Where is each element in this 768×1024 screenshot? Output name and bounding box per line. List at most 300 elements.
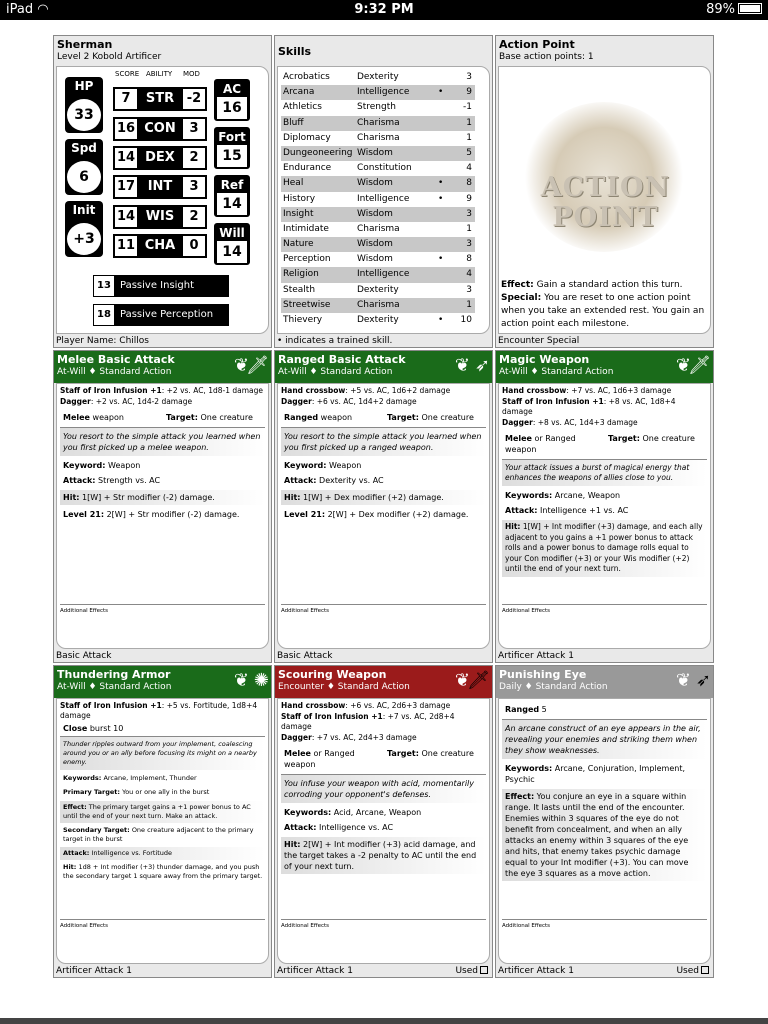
- skill-value: 1: [466, 132, 472, 143]
- skill-value: 3: [466, 239, 472, 250]
- battery-percent: 89%: [706, 2, 735, 17]
- effect-line: [60, 801, 265, 823]
- keyword-label: Keywords:: [63, 774, 102, 782]
- passive-perception: [93, 304, 229, 326]
- weapon-name: Dagger: [281, 397, 312, 406]
- used-label: Used: [676, 966, 699, 976]
- ability-mod: 3: [183, 177, 205, 197]
- character-card[interactable]: [53, 35, 272, 348]
- attack-label: Attack:: [284, 823, 317, 832]
- skill-name: Heal: [283, 178, 304, 189]
- effect-label: Effect:: [505, 792, 535, 801]
- primary-target-label: Primary Target:: [63, 788, 121, 796]
- attack-line: [60, 847, 265, 860]
- skill-value: 8: [466, 254, 472, 265]
- attack-line: [281, 475, 486, 486]
- used-checkbox[interactable]: [676, 966, 709, 976]
- flavor-text: You infuse your weapon with acid, momentarily corroding your opponent's defenses.: [281, 774, 486, 803]
- burst-icon: ✺: [253, 670, 269, 691]
- ability-score: 14: [115, 207, 137, 227]
- skill-name: Religion: [283, 269, 319, 280]
- power-title: Melee Basic Attack: [57, 353, 175, 366]
- attack-type-row: [281, 748, 486, 770]
- used-checkbox[interactable]: [455, 966, 488, 976]
- skill-value: 10: [460, 315, 472, 325]
- score-header: SCORE: [115, 70, 140, 78]
- skill-ability: Charisma: [357, 132, 400, 143]
- attack-type-row: [502, 433, 707, 455]
- level21-line: [60, 509, 265, 520]
- power-footer: Basic Attack: [277, 651, 333, 661]
- weapon-line: [281, 712, 486, 732]
- flavor-text: Thunder ripples outward from your implement, coalescing around you or an ally before focusing its might on a nearby enemy.: [60, 736, 265, 770]
- skill-row: [281, 100, 475, 115]
- skills-footer: • indicates a trained skill.: [277, 336, 393, 346]
- target-label: Target:: [387, 749, 419, 758]
- weapon-line: [502, 418, 707, 428]
- action-point-card[interactable]: [495, 35, 714, 348]
- keyword-line: [502, 763, 707, 785]
- additional-effects: Additional Effects: [281, 604, 486, 616]
- weapon-name: Dagger: [281, 733, 312, 742]
- weapon-stats: : +6 vs. AC, 1d4+2 damage: [311, 397, 417, 406]
- skill-row: [281, 116, 475, 131]
- power-header: [275, 666, 493, 698]
- attack-type-rest: burst 10: [87, 724, 124, 733]
- skill-name: Arcana: [283, 87, 315, 98]
- special-text: You are reset to one action point when you take an extended rest. You gain an action point each milestone.: [501, 293, 705, 329]
- keyword-label: Keywords:: [505, 764, 553, 773]
- power-title: Thundering Armor: [57, 668, 171, 681]
- additional-effects: Additional Effects: [60, 919, 265, 931]
- ability-score: 14: [115, 148, 137, 168]
- defense-label: Will: [219, 226, 245, 240]
- skill-ability: Intelligence: [357, 269, 410, 280]
- effect-line: [502, 789, 707, 881]
- ability-score: 16: [115, 119, 137, 139]
- attack-line: [281, 822, 486, 833]
- ability-name: WIS: [145, 209, 175, 224]
- sword-icon: 🗡: [467, 670, 490, 691]
- power-title: Punishing Eye: [499, 668, 587, 681]
- power-header: [54, 666, 272, 698]
- level21-label: Level 21:: [63, 510, 105, 519]
- device-name: iPad: [6, 2, 34, 17]
- passive-perception-value: 18: [94, 305, 114, 325]
- attack-type-rest: weapon: [89, 413, 124, 422]
- skill-row: [281, 207, 475, 222]
- skills-card[interactable]: [274, 35, 493, 348]
- primary-target-line: [60, 787, 265, 798]
- skills-title: Skills: [278, 45, 312, 58]
- power-footer: Artificer Attack 1: [56, 966, 132, 976]
- attack-text: Intelligence vs. AC: [316, 823, 394, 832]
- power-footer: Artificer Attack 1: [277, 966, 353, 976]
- init-label: Init: [72, 203, 96, 217]
- attack-type-row: [281, 412, 486, 423]
- ability-name: INT: [147, 179, 173, 194]
- swirl-icon: ❦: [233, 670, 249, 691]
- keyword-line: [502, 490, 707, 501]
- ability-name: STR: [145, 91, 175, 106]
- keyword-label: Keyword:: [63, 461, 106, 470]
- skill-value: -1: [463, 102, 472, 113]
- skill-ability: Dexterity: [357, 284, 399, 295]
- skill-ability: Wisdom: [357, 254, 393, 265]
- ability-score: 11: [115, 236, 137, 256]
- special-label: Special:: [501, 293, 542, 303]
- hp-value: 33: [65, 97, 103, 133]
- status-bar: [0, 0, 768, 20]
- power-usage: At-Will ♦ Standard Action: [499, 367, 614, 377]
- power-usage: Encounter ♦ Standard Action: [278, 682, 410, 692]
- ability-score: 7: [115, 89, 137, 109]
- weapon-stats: : +8 vs. AC, 1d8+4 damage: [502, 397, 676, 416]
- weapon-stats: : +5 vs. AC, 1d6+2 damage: [345, 386, 451, 395]
- defense-fort: [214, 127, 250, 169]
- weapon-line: [60, 701, 265, 721]
- weapon-line: [281, 386, 486, 396]
- power-title: Scouring Weapon: [278, 668, 387, 681]
- skill-value: 3: [466, 72, 472, 82]
- hit-text: 1d8 + Int modifier (+3) thunder damage, and you push the secondary target 1 square away from the primary target.: [63, 863, 263, 880]
- hit-line: [281, 837, 486, 874]
- power-footer: Artificer Attack 1: [498, 651, 574, 661]
- keyword-line: [60, 460, 265, 471]
- skill-ability: Dexterity: [357, 72, 399, 82]
- secondary-target-line: [60, 826, 265, 844]
- attack-type-rest: weapon: [318, 413, 353, 422]
- secondary-target-label: Secondary Target:: [63, 826, 130, 834]
- ability-name: CON: [144, 121, 176, 136]
- skill-name: Intimidate: [283, 223, 329, 234]
- swirl-icon: ❦: [454, 355, 470, 376]
- skill-ability: Charisma: [357, 299, 400, 310]
- power-body: [498, 698, 711, 964]
- additional-effects: Additional Effects: [60, 604, 265, 616]
- ability-name: DEX: [145, 150, 175, 165]
- skill-ability: Wisdom: [357, 147, 393, 158]
- weapon-line: [281, 733, 486, 743]
- bow-icon: ➶: [695, 670, 711, 691]
- attack-type-row: [502, 704, 707, 715]
- hit-text: 1[W] + Str modifier (-2) damage.: [79, 493, 215, 502]
- skill-row: [281, 298, 475, 313]
- player-name: Player Name: Chillos: [56, 336, 149, 346]
- skill-value: 9: [466, 87, 472, 98]
- attack-text: Intelligence vs. Fortitude: [89, 849, 173, 857]
- power-body: [56, 383, 269, 649]
- status-right: [706, 2, 762, 17]
- ability-row-con: [113, 117, 207, 141]
- power-title: Ranged Basic Attack: [278, 353, 406, 366]
- power-header: [54, 351, 272, 383]
- weapon-line: [281, 397, 486, 407]
- action-point-text: [501, 279, 708, 331]
- skill-row: [281, 161, 475, 176]
- skill-row: [281, 146, 475, 161]
- mod-header: MOD: [183, 70, 200, 78]
- skill-value: 3: [466, 208, 472, 219]
- attack-text: Intelligence +1 vs. AC: [537, 506, 629, 515]
- defense-value: 16: [217, 97, 247, 119]
- ability-row-str: [113, 87, 207, 111]
- skill-value: 1: [466, 223, 472, 234]
- attack-label: Attack:: [284, 476, 317, 485]
- level21-line: [281, 509, 486, 520]
- skill-name: Perception: [283, 254, 331, 265]
- skill-ability: Intelligence: [357, 87, 410, 98]
- target-text: One creature: [197, 413, 253, 422]
- hit-text: 1[W] + Int modifier (+3) damage, and each ally adjacent to you gains a +1 power bonus to attack rolls and a power bonus to damage rolls equal to your Con modifier (+3) or your Wis modifier (+2) until the end of your next turn.: [505, 522, 703, 573]
- passive-insight-value: 13: [94, 276, 114, 296]
- attack-label: Attack:: [63, 476, 96, 485]
- keyword-line: [60, 773, 265, 784]
- battery-fill: [740, 5, 760, 12]
- power-body: [277, 698, 490, 964]
- power-card-punishing-eye[interactable]: [495, 665, 714, 978]
- effect-label: Effect:: [501, 280, 534, 290]
- primary-target-text: You or one ally in the burst: [120, 788, 210, 796]
- weapon-name: Hand crossbow: [281, 386, 346, 395]
- defense-label: AC: [222, 82, 242, 96]
- defense-ac: [214, 79, 250, 121]
- attack-line: [60, 475, 265, 486]
- weapon-line: [281, 701, 486, 711]
- target-label: Target:: [166, 413, 198, 422]
- effect-text: Gain a standard action this turn.: [533, 280, 683, 290]
- target-label: Target:: [387, 413, 419, 422]
- attack-type: Melee: [63, 413, 90, 422]
- keyword-label: Keyword:: [284, 461, 327, 470]
- defense-value: 14: [217, 241, 247, 263]
- character-name: Sherman: [57, 38, 113, 51]
- skill-name: Athletics: [283, 102, 322, 113]
- attack-type-rest: or Ranged weapon: [284, 749, 355, 769]
- skill-value: 1: [466, 117, 472, 128]
- keyword-label: Keywords:: [505, 491, 553, 500]
- power-usage: At-Will ♦ Standard Action: [57, 682, 172, 692]
- hit-line: [502, 520, 707, 577]
- hit-label: Hit:: [63, 863, 77, 871]
- ability-row-dex: [113, 146, 207, 170]
- ability-score: 17: [115, 177, 137, 197]
- target-text: One creature: [418, 413, 474, 422]
- power-header: [496, 351, 714, 383]
- ability-mod: 0: [183, 236, 205, 256]
- weapon-stats: : +7 vs. AC, 1d6+3 damage: [566, 386, 672, 395]
- hit-line: [60, 490, 265, 505]
- defense-label: Fort: [218, 130, 246, 144]
- skill-trained-marker: •: [438, 87, 444, 98]
- swirl-icon: ❦: [454, 670, 470, 691]
- skill-trained-marker: •: [438, 193, 444, 204]
- skill-row: [281, 176, 475, 191]
- weapon-name: Staff of Iron Infusion +1: [60, 386, 162, 395]
- weapon-name: Dagger: [60, 397, 91, 406]
- hit-text: 2[W] + Int modifier (+3) acid damage, and the target takes a -2 penalty to AC until the end of your next turn.: [284, 840, 477, 871]
- keyword-text: Arcane, Weapon: [552, 491, 621, 500]
- swirl-icon: ❦: [675, 670, 691, 691]
- attack-text: Dexterity vs. AC: [316, 476, 384, 485]
- skill-trained-marker: •: [438, 315, 444, 325]
- additional-effects: Additional Effects: [281, 919, 486, 931]
- bow-icon: ➶: [474, 355, 490, 376]
- weapon-stats: : +7 vs. AC, 2d4+3 damage: [311, 733, 417, 742]
- battery-icon: [738, 3, 762, 14]
- skill-ability: Charisma: [357, 117, 400, 128]
- ability-row-int: [113, 175, 207, 199]
- power-header: [496, 666, 714, 698]
- attack-type: Ranged: [284, 413, 319, 422]
- attack-type: Melee: [284, 749, 311, 758]
- hit-label: Hit:: [505, 522, 521, 531]
- target-text: One creature: [639, 434, 695, 443]
- level21-text: 2[W] + Str modifier (-2) damage.: [104, 510, 240, 519]
- level21-text: 2[W] + Dex modifier (+2) damage.: [325, 510, 469, 519]
- keyword-line: [281, 460, 486, 471]
- skill-ability: Strength: [357, 102, 396, 113]
- attack-label: Attack:: [63, 849, 90, 857]
- additional-effects: Additional Effects: [502, 604, 707, 616]
- attack-line: [502, 505, 707, 516]
- weapon-stats: : +8 vs. AC, 1d4+3 damage: [532, 418, 638, 427]
- level21-label: Level 21:: [284, 510, 326, 519]
- weapon-line: [502, 397, 707, 417]
- power-card-magic-weapon[interactable]: [495, 350, 714, 663]
- weapon-name: Staff of Iron Infusion +1: [281, 712, 383, 721]
- attack-type: Close: [63, 724, 88, 733]
- hit-label: Hit:: [284, 493, 301, 502]
- ability-name: CHA: [144, 238, 176, 253]
- effect-text: The primary target gains a +1 power bonus to AC until the end of your next turn. Make an attack.: [63, 803, 251, 820]
- skill-name: History: [283, 193, 316, 204]
- action-point-subtitle: Base action points: 1: [499, 52, 594, 62]
- action-point-title: Action Point: [499, 38, 575, 51]
- keyword-text: Weapon: [326, 461, 362, 470]
- skill-name: Diplomacy: [283, 132, 331, 143]
- weapon-stats: : +2 vs. AC, 1d4-2 damage: [90, 397, 193, 406]
- skill-row: [281, 192, 475, 207]
- power-usage: Daily ♦ Standard Action: [499, 682, 608, 692]
- hit-label: Hit:: [284, 840, 301, 849]
- wifi-icon: ◠: [37, 2, 49, 17]
- skill-ability: Charisma: [357, 223, 400, 234]
- weapon-stats: : +5 vs. Fortitude, 1d8+4 damage: [60, 701, 258, 720]
- skill-row: [281, 283, 475, 298]
- skill-row: [281, 85, 475, 100]
- hit-label: Hit:: [63, 493, 80, 502]
- checkbox-icon[interactable]: [480, 966, 488, 974]
- swirl-icon: ❦: [675, 355, 691, 376]
- skill-name: Bluff: [283, 117, 304, 128]
- skill-ability: Constitution: [357, 163, 412, 174]
- hp-label: HP: [74, 79, 94, 93]
- target-text: One creature: [418, 749, 474, 758]
- defense-ref: [214, 175, 250, 217]
- used-label: Used: [455, 966, 478, 976]
- skill-row: [281, 70, 475, 85]
- defense-will: [214, 223, 250, 265]
- character-subtitle: Level 2 Kobold Artificer: [57, 52, 162, 62]
- skill-value: 8: [466, 178, 472, 189]
- passive-insight: [93, 275, 229, 297]
- hit-line: [281, 490, 486, 505]
- keyword-text: Arcane, Conjuration, Implement, Psychic: [505, 764, 686, 784]
- power-card-scouring-weapon[interactable]: [274, 665, 493, 978]
- skill-value: 9: [466, 193, 472, 204]
- sword-icon: 🗡: [688, 355, 711, 376]
- skill-row: [281, 222, 475, 237]
- weapon-name: Staff of Iron Infusion +1: [60, 701, 162, 710]
- skill-row: [281, 267, 475, 282]
- flavor-text: You resort to the simple attack you learned when you first picked up a ranged weapon.: [281, 427, 486, 456]
- secondary-target-text: One creature adjacent to the primary target in the burst: [63, 826, 254, 843]
- skills-list: [281, 70, 475, 328]
- skill-ability: Wisdom: [357, 178, 393, 189]
- hit-line: [60, 863, 265, 881]
- init-value: +3: [65, 221, 103, 257]
- skill-name: Nature: [283, 239, 314, 250]
- skill-trained-marker: •: [438, 254, 444, 265]
- passive-perception-label: Passive Perception: [120, 309, 214, 320]
- skill-value: 4: [466, 269, 472, 280]
- ability-mod: 2: [183, 207, 205, 227]
- skill-name: Acrobatics: [283, 72, 330, 82]
- checkbox-icon[interactable]: [701, 966, 709, 974]
- skill-name: Endurance: [283, 163, 332, 174]
- weapon-name: Hand crossbow: [281, 701, 346, 710]
- hit-text: 1[W] + Dex modifier (+2) damage.: [300, 493, 444, 502]
- skill-ability: Wisdom: [357, 208, 393, 219]
- power-card-ranged-basic[interactable]: [274, 350, 493, 663]
- weapon-name: Hand crossbow: [502, 386, 567, 395]
- attack-type: Ranged: [505, 705, 540, 714]
- additional-effects: Additional Effects: [502, 919, 707, 931]
- keyword-line: [281, 807, 486, 818]
- skill-trained-marker: •: [438, 178, 444, 189]
- attack-type-rest: or Ranged weapon: [505, 434, 576, 454]
- skill-value: 5: [466, 147, 472, 158]
- power-body: [56, 698, 269, 964]
- power-usage: At-Will ♦ Standard Action: [278, 367, 393, 377]
- ability-row-cha: [113, 234, 207, 258]
- spd-value: 6: [65, 159, 103, 195]
- clock: 9:32 PM: [354, 2, 414, 17]
- defense-value: 15: [217, 145, 247, 167]
- action-point-logo-line2: POINT: [552, 202, 659, 233]
- effect-label: Effect:: [63, 803, 87, 811]
- power-card-melee-basic[interactable]: [53, 350, 272, 663]
- flavor-text: An arcane construct of an eye appears in the air, revealing your enemies and striking them when they show weaknesses.: [502, 719, 707, 759]
- power-body: [277, 383, 490, 649]
- swirl-icon: ❦: [233, 355, 249, 376]
- defense-value: 14: [217, 193, 247, 215]
- target-label: Target:: [608, 434, 640, 443]
- flavor-text: You resort to the simple attack you learned when you first picked up a melee weapon.: [60, 427, 265, 456]
- action-point-footer: Encounter Special: [498, 336, 580, 346]
- spd-label: Spd: [71, 141, 97, 155]
- attack-type: Melee: [505, 434, 532, 443]
- ability-mod: 2: [183, 148, 205, 168]
- power-header: [275, 351, 493, 383]
- keyword-text: Acid, Arcane, Weapon: [331, 808, 422, 817]
- skill-name: Stealth: [283, 284, 316, 295]
- power-card-thundering-armor[interactable]: [53, 665, 272, 978]
- weapon-line: [60, 397, 265, 407]
- skill-row: [281, 131, 475, 146]
- sword-icon: 🗡: [246, 355, 269, 376]
